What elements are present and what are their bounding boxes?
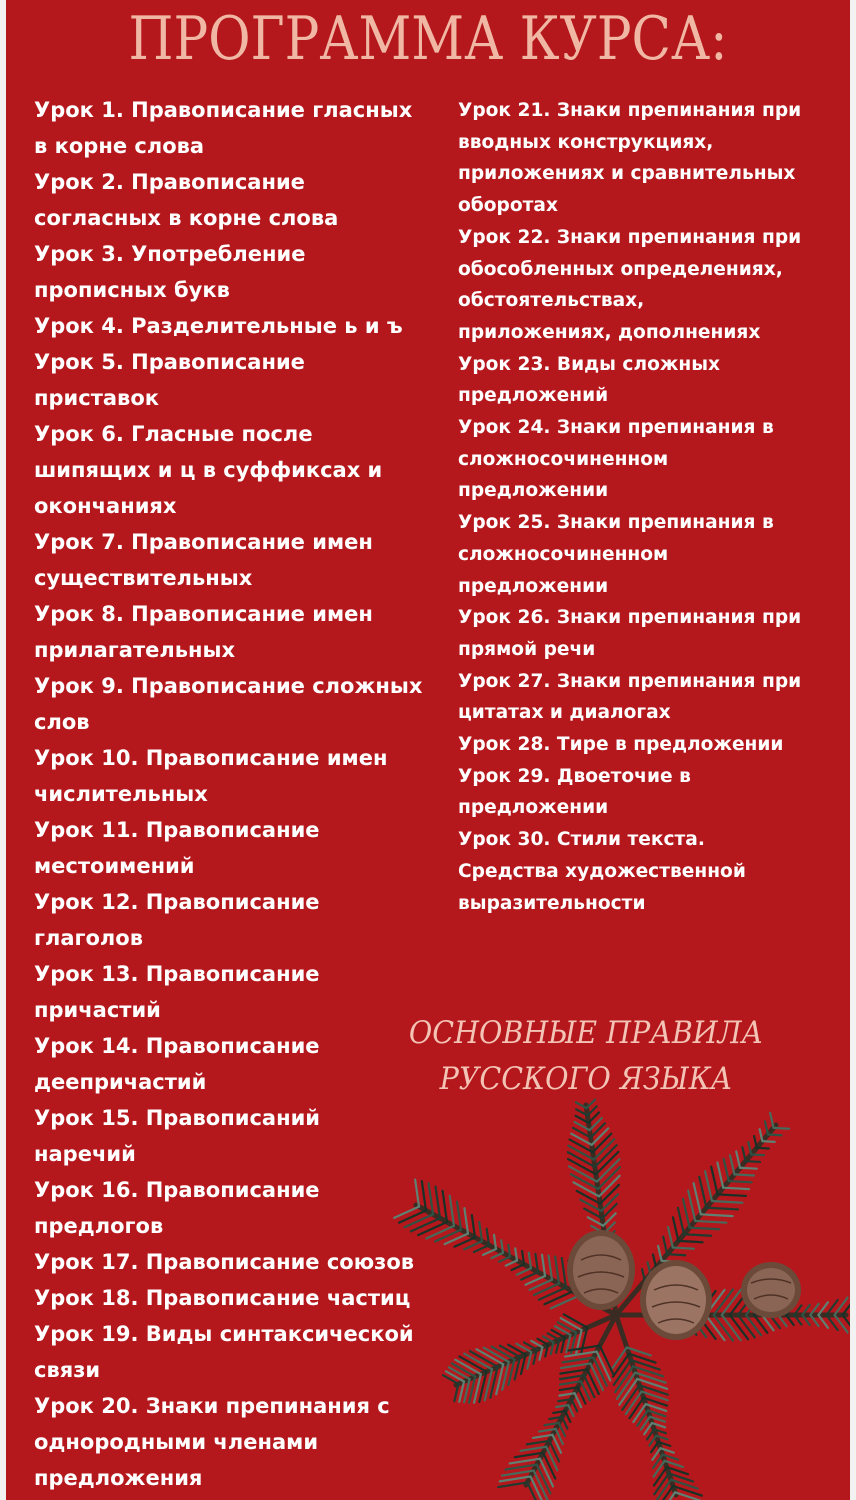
lesson-item: Урок 10. Правописание имен числительных xyxy=(34,746,388,806)
lesson-item: Урок 14. Правописание деепричастий xyxy=(34,1034,320,1094)
page-title: ПРОГРАММА КУРСА: xyxy=(128,4,728,74)
lesson-item: Урок 11. Правописание местоимений xyxy=(34,818,320,878)
lesson-item: Урок 6. Гласные после шипящих и ц в суффиксах и окончаниях xyxy=(34,422,383,518)
lesson-list-right xyxy=(458,95,843,919)
course-subtitle: ОСНОВНЫЕ ПРАВИЛА РУССКОГО ЯЗЫКА xyxy=(408,1015,764,1097)
lesson-item: Урок 18. Правописание частиц xyxy=(34,1286,411,1310)
lesson-item: Урок 25. Знаки препинания в сложносочиненном предложении xyxy=(458,512,774,597)
lesson-item: Урок 4. Разделительные ь и ъ xyxy=(34,314,403,338)
lesson-item: Урок 1. Правописание гласных в корне слова xyxy=(34,98,413,158)
lesson-item: Урок 30. Стили текста. Средства художественной выразительности xyxy=(458,829,746,914)
lesson-item: Урок 20. Знаки препинания с однородными членами предложения xyxy=(34,1394,390,1490)
lesson-item: Урок 24. Знаки препинания в сложносочиненном предложении xyxy=(458,417,774,502)
lesson-item: Урок 7. Правописание имен существительных xyxy=(34,530,373,590)
lesson-item: Урок 5. Правописание приставок xyxy=(34,350,305,410)
lesson-item: Урок 26. Знаки препинания при прямой речи xyxy=(458,607,802,660)
lesson-item: Урок 12. Правописание глаголов xyxy=(34,890,320,950)
lesson-item: Урок 23. Виды сложных предложений xyxy=(458,353,721,407)
lesson-item: Урок 29. Двоеточие в предложении xyxy=(458,765,691,819)
lesson-item: Урок 3. Употребление прописных букв xyxy=(34,242,306,302)
lesson-item: Урок 9. Правописание сложных слов xyxy=(34,674,423,734)
lesson-item: Урок 21. Знаки препинания при вводных конструкциях, приложениях и сравнительных оборотах xyxy=(458,100,802,217)
lesson-item: Урок 15. Правописаний наречий xyxy=(34,1106,321,1166)
lesson-item: Урок 22. Знаки препинания при обособленных определениях, обстоятельствах, приложениях, дополнениях xyxy=(458,226,802,343)
lesson-item: Урок 2. Правописание согласных в корне слова xyxy=(34,170,339,230)
lesson-item: Урок 28. Тире в предложении xyxy=(458,734,784,756)
poster xyxy=(6,0,850,1500)
lesson-item: Урок 8. Правописание имен прилагательных xyxy=(34,602,373,662)
lesson-item: Урок 16. Правописание предлогов xyxy=(34,1178,320,1238)
lesson-item: Урок 17. Правописание союзов xyxy=(34,1250,415,1274)
pine-branch-with-cones-icon xyxy=(376,1085,850,1500)
lesson-item: Урок 27. Знаки препинания при цитатах и диалогах xyxy=(458,670,802,724)
lesson-item: Урок 19. Виды синтаксической связи xyxy=(34,1322,414,1382)
lesson-item: Урок 13. Правописание причастий xyxy=(34,962,320,1022)
